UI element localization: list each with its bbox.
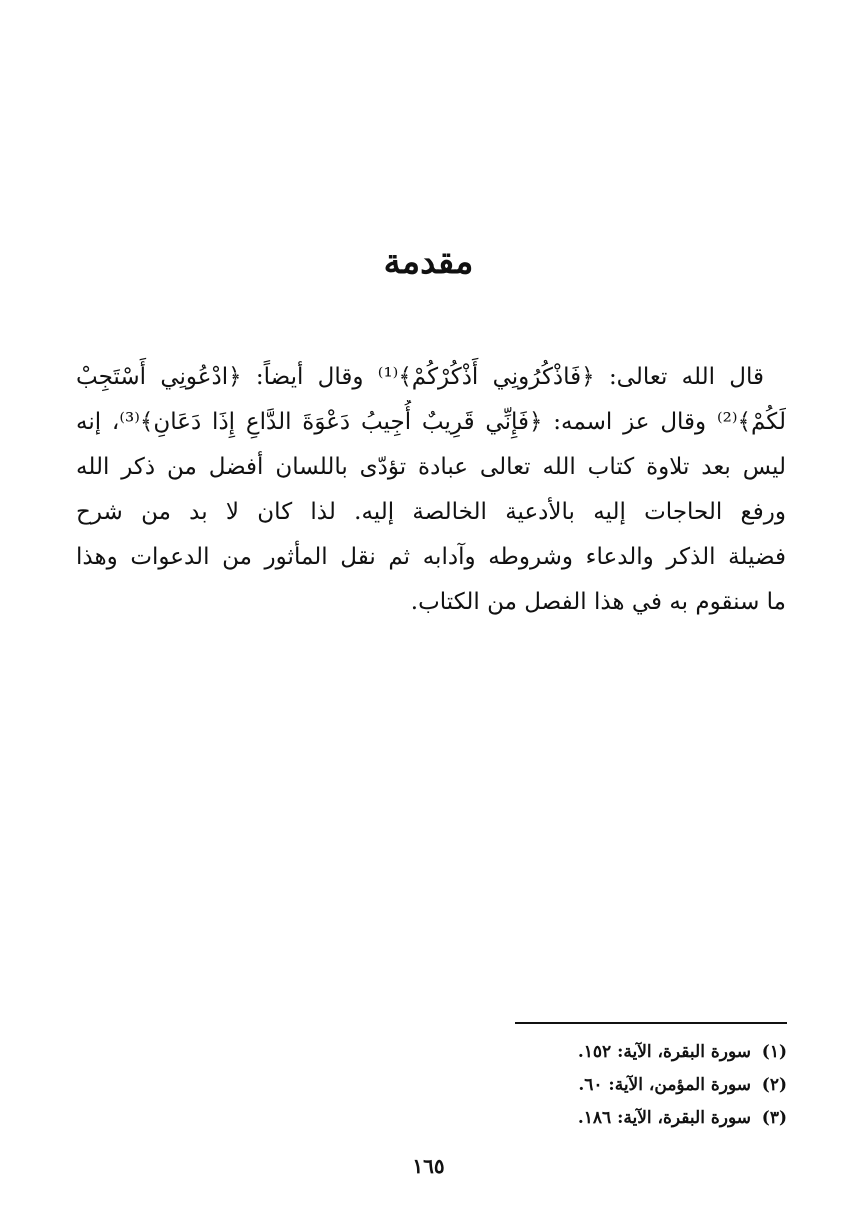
footnote-text: سورة المؤمن، الآية: ٦٠. [578, 1075, 751, 1095]
footnotes [515, 1036, 787, 1135]
footnote [515, 1069, 787, 1102]
body-paragraph [76, 355, 786, 625]
body-line: ورفع الحاجات إليه بالأدعية الخالصة إليه. لذا كان لا بد من شرح [76, 499, 786, 525]
body-line: لَكُمْ﴾⁽²⁾ وقال عز اسمه: ﴿فَإِنِّي قَرِيبٌ أُجِيبُ دَعْوَةَ الدَّاعِ إِذَا دَعَانِ﴾⁽³⁾، إنه [76, 409, 786, 435]
body-line: ما سنقوم به في هذا الفصل من الكتاب. [410, 589, 786, 615]
footnote-number: (٢) [761, 1075, 787, 1095]
body-line: ليس بعد تلاوة كتاب الله تعالى عبادة تؤدّى باللسان أفضل من ذكر الله [76, 454, 786, 480]
footnote [515, 1036, 787, 1069]
page-title: مقدمة [383, 242, 474, 282]
footnote-number: (٣) [761, 1108, 787, 1128]
footnote-text: سورة البقرة، الآية: ١٨٦. [577, 1108, 751, 1128]
page-number: ١٦٥ [412, 1154, 445, 1178]
footnote-number: (١) [761, 1042, 787, 1062]
body-line: فضيلة الذكر والدعاء وشروطه وآدابه ثم نقل المأثور من الدعوات وهذا [76, 544, 786, 570]
footnote [515, 1102, 787, 1135]
footnote-divider [515, 1022, 787, 1024]
body-line: قال الله تعالى: ﴿فَاذْكُرُونِي أَذْكُرْكُمْ﴾⁽¹⁾ وقال أيضاً: ﴿ادْعُونِي أَسْتَجِبْ [76, 364, 764, 390]
footnote-text: سورة البقرة، الآية: ١٥٢. [577, 1042, 751, 1062]
